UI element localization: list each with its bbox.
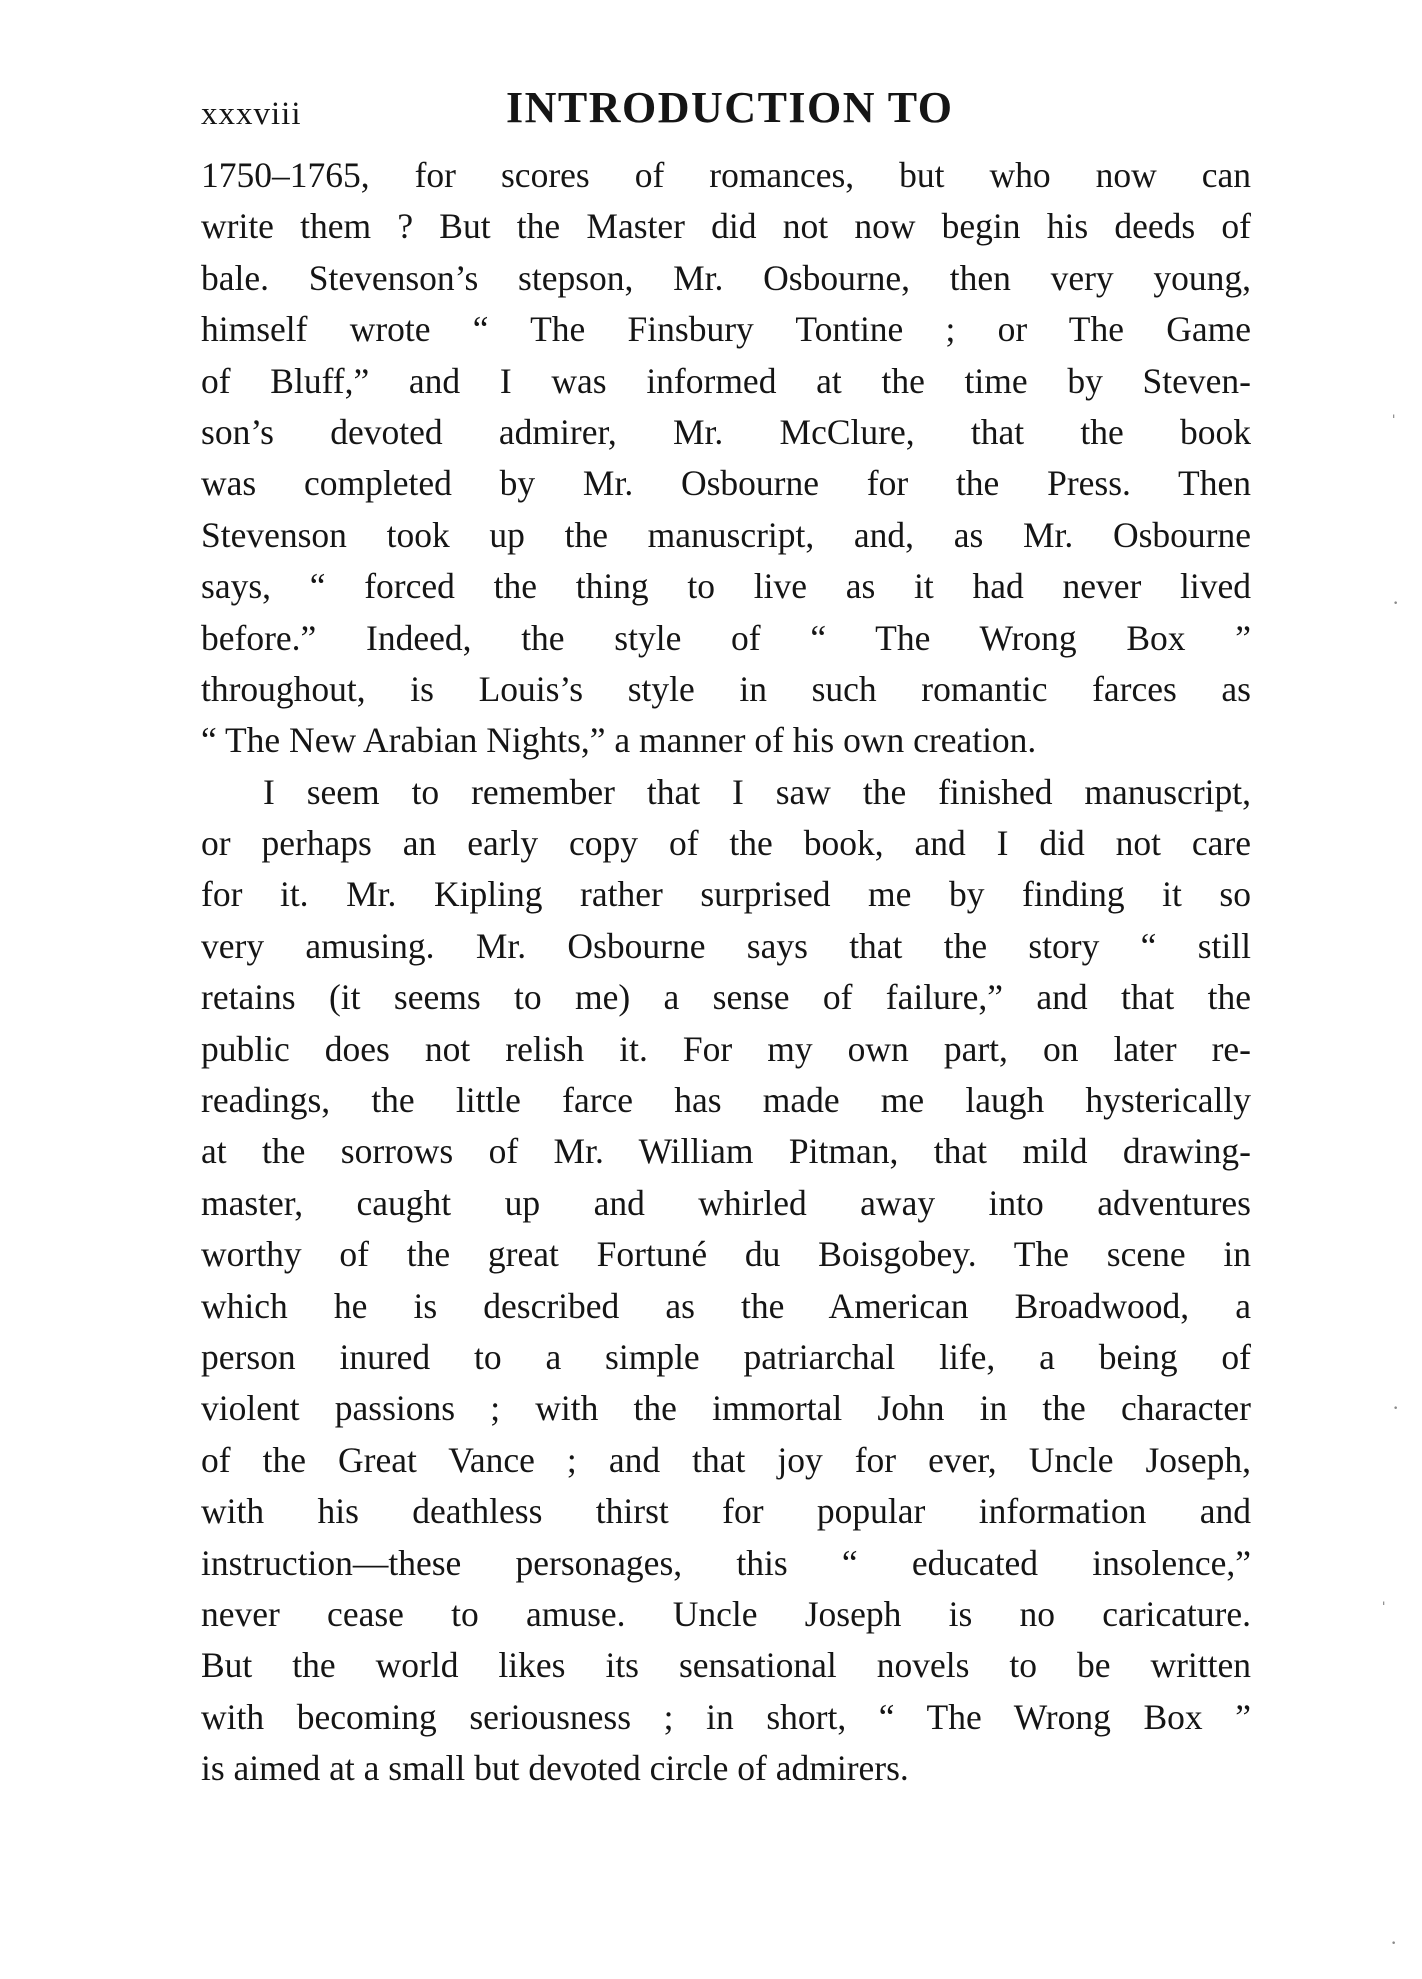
scan-speck: ·: [1392, 1395, 1400, 1420]
text-line: instruction—these personages, this “ educated insolence,”: [201, 1542, 1251, 1583]
running-head: INTRODUCTION TO: [506, 83, 954, 132]
text-line: bale. Stevenson’s stepson, Mr. Osbourne, then very young,: [201, 257, 1251, 298]
page-header: [201, 72, 1251, 142]
text-line: throughout, is Louis’s style in such romantic farces as: [201, 668, 1251, 709]
text-line: very amusing. Mr. Osbourne says that the story “ still: [201, 925, 1251, 966]
text-line: I seem to remember that I saw the finished manuscript,: [263, 771, 1251, 812]
text-line: person inured to a simple patriarchal life, a being of: [201, 1336, 1251, 1377]
text-line: never cease to amuse. Uncle Joseph is no caricature.: [201, 1593, 1251, 1634]
text-line: which he is described as the American Broadwood, a: [201, 1285, 1251, 1326]
scan-speck: ˌ: [1380, 1580, 1388, 1605]
text-line: for it. Mr. Kipling rather surprised me by finding it so: [201, 874, 1251, 915]
text-line: was completed by Mr. Osbourne for the Press. Then: [201, 463, 1251, 504]
text-line: master, caught up and whirled away into adventures: [201, 1182, 1251, 1223]
text-line: son’s devoted admirer, Mr. McClure, that the book: [201, 411, 1251, 452]
text-line: of Bluff,” and I was informed at the time by Steven-: [201, 360, 1251, 401]
text-line: of the Great Vance ; and that joy for ever, Uncle Joseph,: [201, 1439, 1251, 1480]
text-line: says, “ forced the thing to live as it had never lived: [201, 566, 1251, 607]
scan-speck: ·: [1392, 590, 1400, 615]
text-line: readings, the little farce has made me laugh hysterically: [201, 1080, 1251, 1121]
text-line: or perhaps an early copy of the book, and I did not care: [201, 823, 1251, 864]
text-line: is aimed at a small but devoted circle of admirers.: [201, 1748, 909, 1789]
text-line: worthy of the great Fortuné du Boisgobey. The scene in: [201, 1234, 1251, 1275]
text-line: at the sorrows of Mr. William Pitman, that mild drawing-: [201, 1131, 1251, 1172]
text-line: violent passions ; with the immortal John in the character: [201, 1388, 1251, 1429]
text-line: with becoming seriousness ; in short, “ The Wrong Box ”: [201, 1696, 1251, 1737]
scan-speck: ˈ: [1390, 410, 1398, 435]
text-line: 1750–1765, for scores of romances, but who now can: [201, 155, 1251, 195]
text-line: before.” Indeed, the style of “ The Wrong Box ”: [201, 617, 1251, 658]
scan-speck: ·: [1390, 1930, 1398, 1955]
text-line: public does not relish it. For my own part, on later re-: [201, 1028, 1251, 1069]
text-line: with his deathless thirst for popular information and: [201, 1491, 1251, 1532]
text-line: himself wrote “ The Finsbury Tontine ; or The Game: [201, 309, 1251, 350]
text-line: retains (it seems to me) a sense of failure,” and that the: [201, 977, 1251, 1018]
text-line: write them ? But the Master did not now begin his deeds of: [201, 206, 1251, 247]
text-line: Stevenson took up the manuscript, and, as Mr. Osbourne: [201, 514, 1251, 555]
body-text: [201, 150, 1251, 1795]
text-line: But the world likes its sensational novels to be written: [201, 1645, 1251, 1686]
text-line: “ The New Arabian Nights,” a manner of his own creation.: [201, 720, 1037, 761]
page-number: xxxviii: [201, 96, 302, 132]
